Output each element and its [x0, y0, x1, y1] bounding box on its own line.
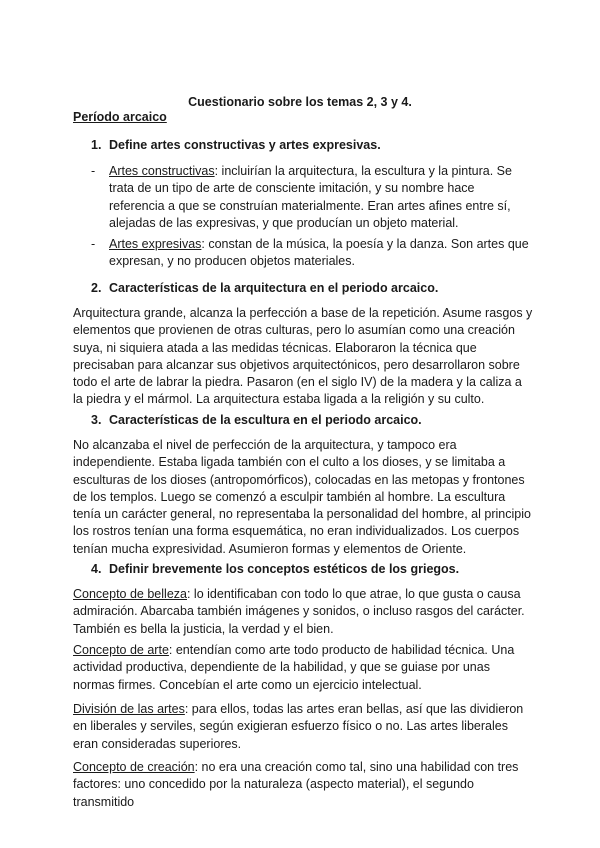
section-title-periodo-arcaico: Período arcaico: [73, 110, 167, 124]
question-3-number: 3.: [91, 413, 102, 427]
concept-creacion-paragraph: [73, 759, 533, 811]
bullet-dash: -: [91, 164, 96, 178]
concept-belleza-paragraph: [73, 586, 533, 638]
question-3-heading: [91, 412, 422, 428]
definition-division-artes: : para ellos, todas las artes eran bellas, así que las dividieron en liberales y serviles, según exigieran esfuerzo físico o no. Las artes liberales eran consideradas superiores.: [73, 702, 524, 751]
question-2-title: Características de la arquitectura en el periodo arcaico.: [109, 281, 439, 295]
concept-arte-paragraph: [73, 642, 533, 694]
definition-artes-expresivas: : constan de la música, la poesía y la danza. Son artes que expresan, y no producen objetos materiales.: [109, 237, 529, 269]
question-1-title: Define artes constructivas y artes expresivas.: [109, 138, 381, 152]
question-4-title: Definir brevemente los conceptos estéticos de los griegos.: [109, 562, 460, 576]
question-1-number: 1.: [91, 138, 102, 152]
question-2-number: 2.: [91, 281, 102, 295]
question-2-heading: [91, 280, 438, 296]
term-concepto-belleza: Concepto de belleza: [73, 587, 187, 601]
definition-artes-constructivas: : incluirían la arquitectura, la escultura y la pintura. Se trata de un tipo de arte de consciente imitación, y su nombre hace referencia a que se construían materialmente. Eran artes afines entre sí, alejadas de las expresivas, y que producían un objeto material.: [109, 164, 512, 230]
definition-concepto-belleza: : lo identificaban con todo lo que atrae, lo que gusta o causa admiración. Abarcaba también imágenes y sonidos, o incluso rasgos del carácter. También es bella la justicia, la verdad y el bien.: [73, 587, 525, 636]
document-title: Cuestionario sobre los temas 2, 3 y 4.: [188, 95, 412, 109]
answer-3-paragraph: No alcanzaba el nivel de perfección de la arquitectura, y tampoco era independiente. Estaba ligada también con el culto a los dioses, y se limitaba a esculturas de los dioses (antropomórficos), colocadas en las metopas y frontones de los templos. Luego se comenzó a esculpir también al hombre. La escultura tenía un carácter general, no representaba la personalidad del hombre, al principio los rostros tenían una forma esquemática, no eran individualizados. Los cuerpos tenían mucha expresividad. Asumieron formas y elementos de Oriente.: [73, 438, 531, 556]
term-artes-constructivas: Artes constructivas: [109, 164, 215, 178]
question-1-heading: [91, 137, 381, 153]
question-4-number: 4.: [91, 562, 102, 576]
bullet-text: [109, 163, 531, 232]
bullet-artes-expresivas: [91, 236, 531, 271]
division-artes-paragraph: [73, 701, 533, 753]
bullet-text: [109, 236, 531, 271]
term-division-artes: División de las artes: [73, 702, 185, 716]
bullet-artes-constructivas: [91, 163, 531, 232]
answer-2-paragraph: Arquitectura grande, alcanza la perfección a base de la repetición. Asume rasgos y elementos que provienen de otras culturas, pero lo asumían como una creación suya, ni siquiera atada a las medidas técnicas. Elaboraron la técnica que precisaban para alcanzar sus objetivos arquitectónicos, pero desarrollaron sobre todo el arte de labrar la piedra. Pasaron (en el siglo IV) de la madera y la caliza a la piedra y el mármol. La arquitectura estaba ligada a la religión y su culto.: [73, 306, 533, 407]
term-concepto-arte: Concepto de arte: [73, 643, 169, 657]
bullet-dash: -: [91, 237, 96, 251]
definition-concepto-arte: : entendían como arte todo producto de habilidad técnica. Una actividad productiva, dependiente de la habilidad, y que se guiase por unas normas firmes. Concebían el arte como un ejercicio intelectual.: [73, 643, 515, 692]
term-concepto-creacion: Concepto de creación: [73, 760, 195, 774]
definition-concepto-creacion: : no era una creación como tal, sino una habilidad con tres factores: uno concedido por la naturaleza (aspecto material), el segundo transmitido: [73, 760, 519, 809]
question-3-title: Características de la escultura en el periodo arcaico.: [109, 413, 422, 427]
question-4-heading: [91, 561, 459, 577]
term-artes-expresivas: Artes expresivas: [109, 237, 202, 251]
